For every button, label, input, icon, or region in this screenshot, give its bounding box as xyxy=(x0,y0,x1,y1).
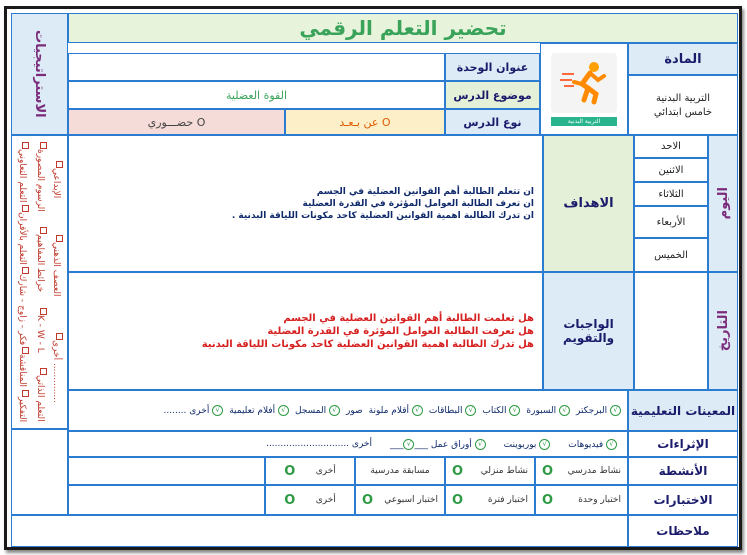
page-title: تحضير التعلم الرقمي xyxy=(299,16,507,40)
subject-name-box xyxy=(628,75,738,135)
activity-competition[interactable]: مسابقة مدرسية xyxy=(355,457,445,485)
activities-blank xyxy=(68,457,265,485)
running-person-icon xyxy=(551,53,617,113)
enrichments-options-cell xyxy=(68,431,628,457)
checkbox-icon xyxy=(22,267,29,274)
icon-caption: التربية البدنية xyxy=(551,117,617,126)
tests-label-cell xyxy=(628,485,738,515)
option-circle-icon: √ xyxy=(403,439,414,450)
date-label-cell xyxy=(708,272,738,390)
strategy-discussion[interactable]: المناقشة xyxy=(17,347,29,387)
aid-book[interactable]: √ الكتاب xyxy=(482,405,520,416)
checkbox-icon xyxy=(22,142,29,149)
strategies-col1 xyxy=(17,142,29,422)
aids-label: المعينات التعليمية xyxy=(630,403,736,418)
evaluation-line-3: هل تدرك الطالبة اهمية القوانين العضلية كاحد مكونات اللياقة البدنية xyxy=(201,338,534,350)
enrichment-powerpoint[interactable]: √ بوربوينت xyxy=(504,439,551,450)
aid-other[interactable]: √ أخرى ........ xyxy=(164,405,224,416)
strategy-illustrations[interactable]: الرسوم المصورة xyxy=(35,142,47,212)
strategy-self-learning[interactable]: التعلم الذاتي xyxy=(35,368,47,422)
notes-label: ملاحظات xyxy=(656,524,710,538)
objective-line-1: ان تتعلم الطالبة أهم القوانين العضلية في الجسم xyxy=(316,186,534,197)
checkbox-icon xyxy=(40,308,47,315)
notes-label-cell xyxy=(628,515,738,547)
day-tuesday[interactable]: الثلاثاء xyxy=(634,182,708,206)
aid-films[interactable]: √ أفلام تعليمية xyxy=(229,405,289,416)
strategy-think-pair-share[interactable]: فكر - زاوج - شارك xyxy=(17,267,29,345)
page-title-bar xyxy=(68,13,738,43)
test-other[interactable]: أخرى O xyxy=(265,485,355,515)
subject-name-line1: التربية البدنية xyxy=(656,92,710,104)
option-circle-icon: √ xyxy=(278,405,289,416)
enrichment-videos[interactable]: √ فيديوهات xyxy=(568,439,617,450)
strategy-creative[interactable]: الإبداعي xyxy=(51,161,63,198)
strategy-peers[interactable]: التعلم بالأقران xyxy=(17,205,29,265)
checkbox-icon xyxy=(22,205,29,212)
aid-images[interactable]: صور xyxy=(345,405,363,416)
test-weekly[interactable]: اختبار اسبوعي O xyxy=(355,485,445,515)
date-label: التاريخ xyxy=(715,310,731,352)
lesson-plan-frame xyxy=(4,6,742,550)
strategies-col3 xyxy=(51,142,63,422)
aids-options-cell xyxy=(68,390,628,431)
strategy-concept-maps[interactable]: خرائط المفاهيم xyxy=(35,227,47,292)
option-circle-icon: √ xyxy=(475,439,486,450)
checkbox-icon xyxy=(56,161,63,168)
notes-field[interactable] xyxy=(11,515,628,547)
option-circle-icon: O xyxy=(542,492,554,508)
day-thursday[interactable]: الخميس xyxy=(634,238,708,272)
evaluation-text-cell[interactable] xyxy=(68,272,543,390)
enrichment-worksheets[interactable]: √ أوراق عمل ___√___ xyxy=(390,439,486,450)
option-circle-icon: √ xyxy=(610,405,621,416)
unit-title-field[interactable] xyxy=(68,53,445,81)
day-monday[interactable]: الاثنين xyxy=(634,158,708,182)
strategy-brainstorm[interactable]: العصف الذهني xyxy=(51,235,63,297)
option-circle-icon: √ xyxy=(412,405,423,416)
objective-line-2: ان تعرف الطالبة العوامل المؤثرة في القدرة العضلية xyxy=(302,198,534,209)
strategy-cooperative[interactable]: التعلم التعاوني xyxy=(17,142,29,203)
evaluation-line-2: هل تعرفت الطالبة العوامل المؤثرة في القدرة العضلية xyxy=(267,325,534,337)
strategy-thinking[interactable]: التفكير xyxy=(17,390,29,422)
strategy-kwl[interactable]: K - W - L xyxy=(35,308,47,353)
evaluation-label-cell xyxy=(543,272,634,390)
test-term[interactable]: اختبار فترة O xyxy=(445,485,535,515)
day-label: اليوم xyxy=(715,187,731,220)
option-circle-icon: √ xyxy=(465,405,476,416)
topic-label: موضوع الدرس xyxy=(445,81,540,109)
lesson-type-presence-option[interactable]: حضـــوري O xyxy=(68,109,285,135)
activity-school[interactable]: نشاط مدرسي O xyxy=(535,457,628,485)
option-circle-icon: √ xyxy=(212,405,223,416)
activity-other[interactable]: أخرى O xyxy=(265,457,355,485)
aid-cards[interactable]: √ البطاقات xyxy=(429,405,476,416)
option-circle-icon: √ xyxy=(329,405,340,416)
objectives-label-cell xyxy=(543,135,634,272)
aid-board[interactable]: √ السبورة xyxy=(526,405,570,416)
option-circle-icon: √ xyxy=(559,405,570,416)
strategies-title: الاستراتيجيات xyxy=(32,30,47,118)
evaluation-line-1: هل تعلمت الطالبة أهم القوانين العضلية في الجسم xyxy=(283,312,534,324)
objectives-label: الاهداف xyxy=(563,196,614,211)
lesson-type-remote-option[interactable]: عن بـعـد O xyxy=(285,109,445,135)
option-circle-icon: √ xyxy=(509,405,520,416)
activities-label: الأنشطة xyxy=(658,464,708,478)
checkbox-icon xyxy=(40,142,47,149)
checkbox-icon xyxy=(56,235,63,242)
activities-label-cell xyxy=(628,457,738,485)
aid-recorder[interactable]: √ المسجل xyxy=(295,405,340,416)
option-circle-icon: O xyxy=(284,463,296,479)
strategies-title-cell xyxy=(11,13,68,135)
subject-icon-cell xyxy=(540,43,628,135)
strategies-footer-blank xyxy=(11,429,68,515)
option-circle-icon: O xyxy=(362,492,374,508)
day-wednesday[interactable]: الأربعاء xyxy=(634,206,708,238)
tests-label: الاختبارات xyxy=(653,493,713,507)
option-circle-icon: O xyxy=(452,492,464,508)
enrichments-label-cell xyxy=(628,431,738,457)
aid-projector[interactable]: √ البرجكتر xyxy=(576,405,621,416)
lesson-type-label: نوع الدرس xyxy=(445,109,540,135)
option-circle-icon: √ xyxy=(539,439,550,450)
tests-blank xyxy=(68,485,265,515)
enrichment-other[interactable]: أخرى ............................. xyxy=(266,439,372,449)
day-sunday[interactable]: الاحد xyxy=(634,135,708,158)
option-circle-icon: O xyxy=(284,492,296,508)
checkbox-icon xyxy=(22,390,29,397)
day-label-cell xyxy=(708,135,738,272)
subject-label: المادة xyxy=(628,43,738,75)
objective-line-3: ان تدرك الطالبة اهمية القوانين العضلية كاحد مكونات اللياقة البدنية . xyxy=(231,210,534,221)
test-unit[interactable]: اختبار وحدة O xyxy=(535,485,628,515)
activity-home[interactable]: نشاط منزلي O xyxy=(445,457,535,485)
unit-title-label: عنوان الوحدة xyxy=(445,53,540,81)
aid-colored-pens[interactable]: √ أقلام ملونة xyxy=(369,405,423,416)
date-field[interactable] xyxy=(634,272,708,390)
topic-field[interactable]: القوة العضلية xyxy=(68,81,445,109)
option-circle-icon: O xyxy=(542,463,554,479)
strategies-col2 xyxy=(35,142,47,422)
evaluation-label: الواجبات والتقويم xyxy=(562,317,615,345)
subject-name-line2: خامس ابتدائي xyxy=(653,106,713,118)
option-circle-icon: O xyxy=(452,463,464,479)
option-circle-icon: √ xyxy=(606,439,617,450)
strategies-list xyxy=(11,135,68,429)
objectives-text-cell[interactable] xyxy=(68,135,543,272)
strategy-other[interactable]: أخرى .............. xyxy=(51,333,63,403)
enrichments-label: الإثراءات xyxy=(657,437,709,451)
aids-label-cell xyxy=(628,390,738,431)
